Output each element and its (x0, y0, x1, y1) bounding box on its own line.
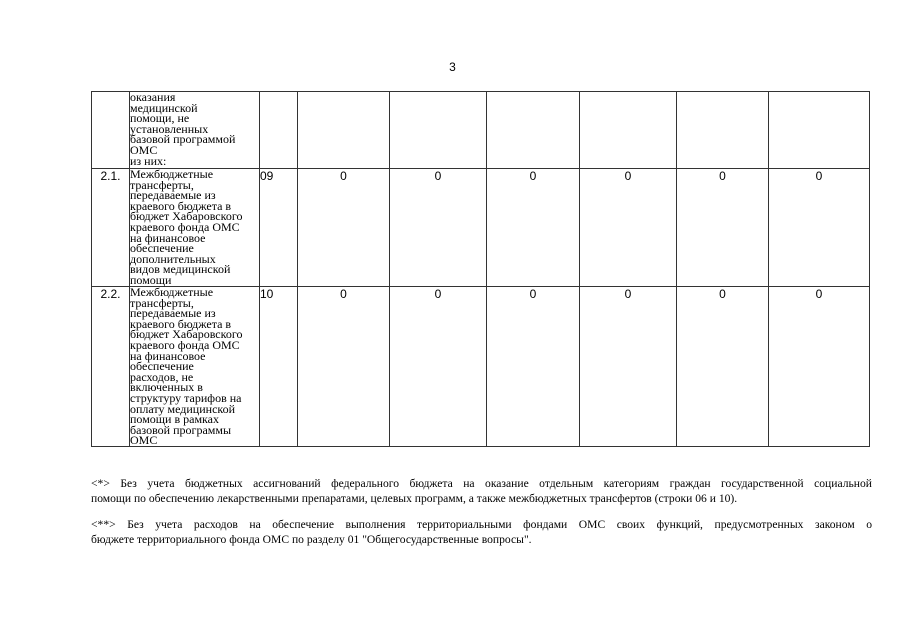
value-cell: 0 (390, 287, 487, 447)
footnote-1-line-2: помощи по обеспечению лекарственными препаратами, целевых программ, а также межбюджетных трансфертов (строки 06 и 10). (91, 492, 738, 505)
description-line: помощи (130, 272, 172, 287)
description-line: передаваемые из (130, 306, 216, 321)
description-line: трансферты, (130, 177, 194, 192)
description-line: краевого фонда ОМС (130, 219, 240, 234)
row-description (130, 169, 260, 287)
value-cell: 0 (580, 287, 677, 447)
table-row (92, 287, 870, 447)
footnote-1-line-1: <*> Без учета бюджетных ассигнований федерального бюджета на оказание отдельным категориям граждан государственной социальной (91, 477, 872, 490)
row-code (260, 92, 298, 169)
row-number: 2.2. (92, 287, 130, 447)
description-line: бюджет Хабаровского (130, 327, 243, 342)
row-code: 09 (260, 169, 298, 287)
table-row (92, 92, 870, 169)
row-description (130, 287, 260, 447)
value-cell (580, 92, 677, 169)
row-code: 10 (260, 287, 298, 447)
description-line: трансферты, (130, 295, 194, 310)
value-cell: 0 (390, 169, 487, 287)
description-line: ОМС (130, 433, 158, 448)
description-line: на финансовое (130, 348, 206, 363)
description-line: краевого фонда ОМС (130, 337, 240, 352)
description-line: медицинской (130, 100, 198, 115)
description-line: помощи, не (130, 111, 190, 126)
description-line: Межбюджетные (130, 285, 214, 299)
footnote-2-line-2: бюджете территориального фонда ОМС по разделу 01 "Общегосударственные вопросы". (91, 533, 532, 546)
description-line: оказания (130, 90, 176, 104)
value-cell: 0 (298, 287, 390, 447)
description-line: установленных (130, 121, 209, 136)
description-line: краевого бюджета в (130, 198, 232, 213)
footnote-2-line-1: <**> Без учета расходов на обеспечение выполнения территориальными фондами ОМС своих функций, предусмотренных законом о (91, 518, 872, 531)
description-line: дополнительных (130, 251, 216, 266)
row-description (130, 92, 260, 169)
page-number: 3 (449, 60, 456, 74)
description-line: включенных в (130, 380, 203, 395)
value-cell: 0 (769, 287, 870, 447)
footnote-2 (91, 517, 872, 547)
description-line: краевого бюджета в (130, 316, 232, 331)
value-cell: 0 (769, 169, 870, 287)
description-line: из них: (130, 153, 167, 168)
description-line: передаваемые из (130, 188, 216, 203)
data-table (91, 91, 870, 447)
value-cell (390, 92, 487, 169)
value-cell: 0 (487, 287, 580, 447)
row-number (92, 92, 130, 169)
value-cell (677, 92, 769, 169)
description-line: базовой программы (130, 422, 232, 437)
value-cell: 0 (487, 169, 580, 287)
description-line: помощи в рамках (130, 412, 220, 427)
value-cell: 0 (677, 169, 769, 287)
description-line: расходов, не (130, 369, 194, 384)
description-line: структуру тарифов на (130, 390, 242, 405)
value-cell (487, 92, 580, 169)
description-line: Межбюджетные (130, 167, 214, 181)
description-line: обеспечение (130, 241, 194, 256)
value-cell (769, 92, 870, 169)
value-cell: 0 (298, 169, 390, 287)
description-line: оплату медицинской (130, 401, 236, 416)
table-row (92, 169, 870, 287)
value-cell: 0 (580, 169, 677, 287)
description-line: базовой программой (130, 132, 236, 147)
description-line: бюджет Хабаровского (130, 209, 243, 224)
row-number: 2.1. (92, 169, 130, 287)
value-cell: 0 (677, 287, 769, 447)
description-line: на финансовое (130, 230, 206, 245)
footnote-1 (91, 476, 872, 506)
description-line: видов медицинской (130, 262, 231, 277)
description-line: обеспечение (130, 359, 194, 374)
table-body (92, 92, 870, 447)
value-cell (298, 92, 390, 169)
description-line: ОМС (130, 142, 158, 157)
